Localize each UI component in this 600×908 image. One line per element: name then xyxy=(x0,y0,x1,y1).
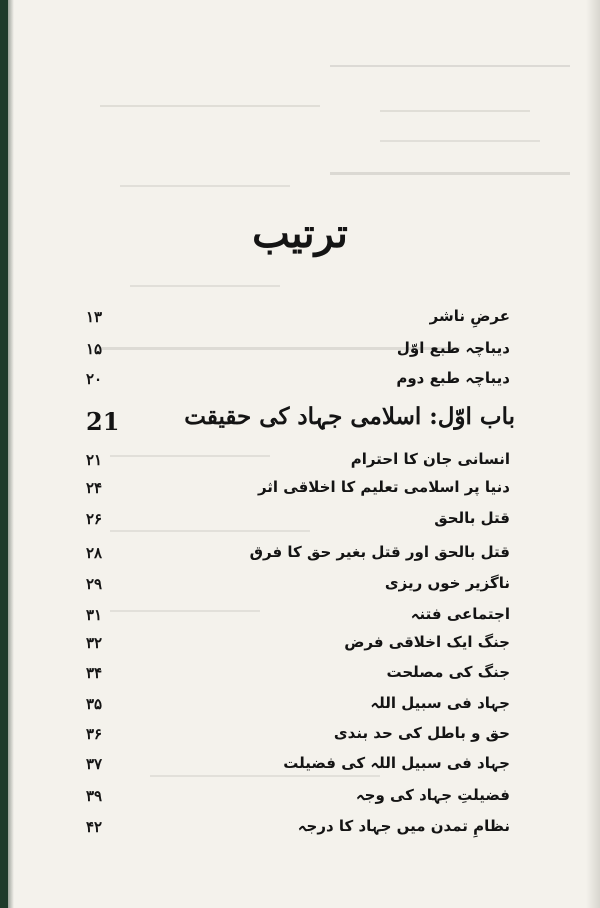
toc-chapter-heading[interactable] xyxy=(86,403,515,439)
toc-entry-label: حق و باطل کی حد بندی xyxy=(333,724,510,742)
toc-page-number: ۱۳ xyxy=(86,308,103,326)
toc-entry-label: قتل بالحق xyxy=(434,509,510,527)
toc-title: ترتیب xyxy=(252,210,348,257)
page-edge-shadow xyxy=(586,0,600,908)
toc-entry-label: جہاد فی سبیل اللہ xyxy=(370,694,510,712)
toc-entry-label: دیباچہ طبع دوم xyxy=(396,369,510,387)
toc-entry[interactable] xyxy=(86,476,510,506)
toc-page-number: ۳۷ xyxy=(86,755,103,773)
toc-page-number: ۲۸ xyxy=(86,544,103,562)
toc-entry[interactable] xyxy=(86,722,510,752)
toc-page-number: ۳۶ xyxy=(86,725,103,743)
toc-entry-label: ناگزیر خوں ریزی xyxy=(384,574,510,592)
toc-entry-label: قتل بالحق اور قتل بغیر حق کا فرق xyxy=(249,543,510,561)
toc-entry[interactable] xyxy=(86,784,510,814)
toc-entry[interactable] xyxy=(86,815,510,845)
toc-page-number: ۴۲ xyxy=(86,818,103,836)
toc-entry-label: فضیلتِ جہاد کی وجہ xyxy=(355,786,510,804)
toc-page-number: ۳۲ xyxy=(86,634,103,652)
toc-page-number: ۳۹ xyxy=(86,787,103,805)
toc-entry-label: اجتماعی فتنہ xyxy=(410,605,510,623)
toc-entry[interactable] xyxy=(86,367,510,397)
toc-entry-label: عرضِ ناشر xyxy=(429,307,510,325)
toc-entry-label: جنگ کی مصلحت xyxy=(386,663,510,681)
toc-page-number: ۳۴ xyxy=(86,664,103,682)
toc-page-number: 21 xyxy=(86,407,120,436)
toc-page-number: ۳۱ xyxy=(86,606,103,624)
toc-page-number: ۱۵ xyxy=(86,340,103,358)
toc-entry-label: جنگ ایک اخلاقی فرض xyxy=(344,633,510,651)
toc-entry[interactable] xyxy=(86,541,510,571)
toc-entry[interactable] xyxy=(86,448,510,478)
toc-page-number: ۲۴ xyxy=(86,479,103,497)
toc-entry[interactable] xyxy=(86,572,510,602)
toc-chapter-label: باب اوّل: اسلامی جہاد کی حقیقت xyxy=(184,403,515,430)
toc-entry[interactable] xyxy=(86,305,510,335)
toc-page-number: ۲۶ xyxy=(86,510,103,528)
toc-entry[interactable] xyxy=(86,507,510,537)
toc-entry[interactable] xyxy=(86,603,510,633)
toc-page-number: ۲۰ xyxy=(86,370,103,388)
toc-page-number: ۲۱ xyxy=(86,451,103,469)
toc-entry[interactable] xyxy=(86,631,510,661)
toc-entry[interactable] xyxy=(86,692,510,722)
toc-entry[interactable] xyxy=(86,337,510,367)
book-spine-edge xyxy=(0,0,8,908)
toc-entry[interactable] xyxy=(86,752,510,782)
toc-entry-label: نظامِ تمدن میں جہاد کا درجہ xyxy=(297,817,510,835)
toc-entry-label: انسانی جان کا احترام xyxy=(350,450,510,468)
toc-entry[interactable] xyxy=(86,661,510,691)
toc-entry-label: دیباچہ طبع اوّل xyxy=(396,339,510,357)
toc-entry-label: جہاد فی سبیل اللہ کی فضیلت xyxy=(283,754,510,772)
toc-page-number: ۳۵ xyxy=(86,695,103,713)
toc-entry-label: دنیا پر اسلامی تعلیم کا اخلاقی اثر xyxy=(257,478,510,496)
toc-page-number: ۲۹ xyxy=(86,575,103,593)
